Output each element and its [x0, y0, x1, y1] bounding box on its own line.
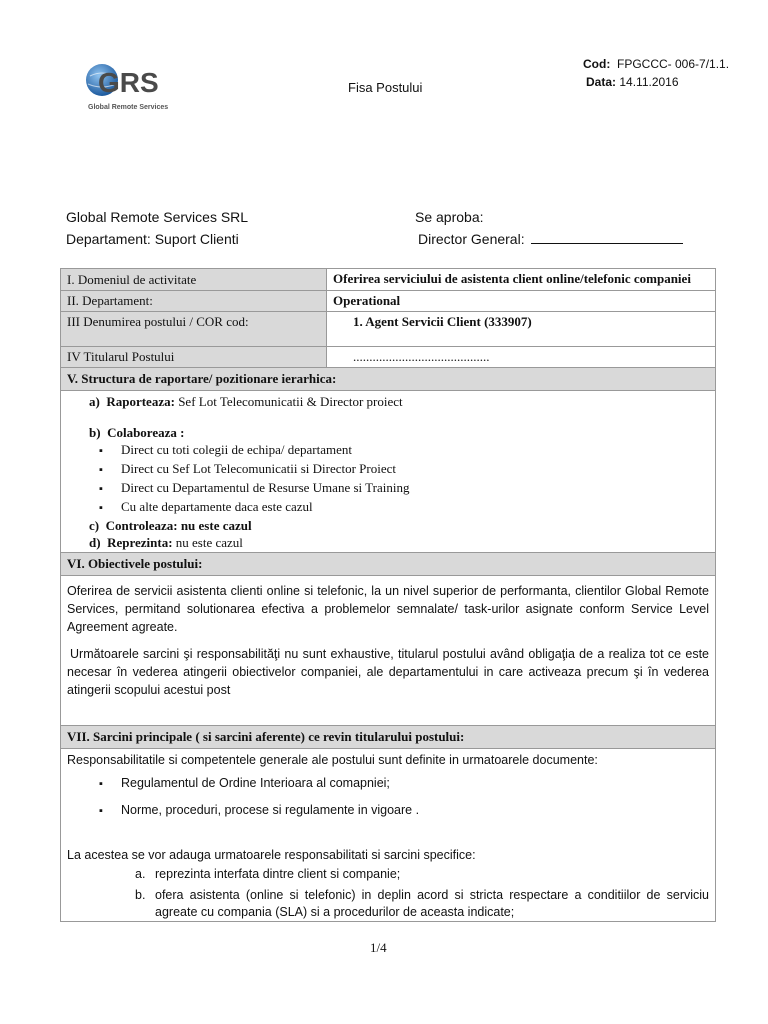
bullet-item: ▪ Cu alte departamente daca este cazul — [103, 498, 709, 517]
item-label: Raporteaza: — [106, 394, 175, 409]
logo-subtext: Global Remote Services — [88, 104, 169, 111]
section-title: V. Structura de raportare/ pozitionare ierarhica: — [61, 368, 715, 391]
job-description-table — [60, 268, 716, 922]
signature-line — [531, 231, 683, 244]
table-row — [61, 347, 715, 368]
item-label: Reprezinta: — [107, 535, 173, 550]
bullet-item: ▪ Direct cu Departamentul de Resurse Umane si Training — [103, 479, 709, 498]
list-item — [135, 887, 709, 921]
row-label: III Denumirea postului / COR cod: — [61, 312, 327, 346]
row-value: Operational — [333, 293, 401, 308]
bullet-item: ▪ Direct cu toti colegii de echipa/ departament — [103, 441, 709, 460]
section-title: VII. Sarcini principale ( si sarcini aferente) ce revin titularului postului: — [61, 726, 715, 749]
list-marker: a) — [89, 394, 100, 409]
document-title: Fisa Postului — [348, 80, 423, 95]
list-marker: b. — [135, 888, 146, 902]
row-value: Oferirea serviciului de asistenta client online/telefonic companiei — [333, 271, 691, 286]
table-row — [61, 312, 715, 347]
list-item — [89, 517, 709, 534]
paragraph: Următoarele sarcini şi responsabilităţi nu sunt exhaustive, titularul postului având obligaţia de a realiza tot ce este necesar în vederea atingerii obiectivelor companiei, ale departamentului in care activeaza precum şi în vederea atingerii scopului acestui post — [67, 647, 709, 697]
bullet-item: ▪ Regulamentul de Ordine Interioara al comapniei; — [103, 775, 709, 793]
bullet-item: ▪ Direct cu Sef Lot Telecomunicatii si Director Proiect — [103, 460, 709, 479]
paragraph: Oferirea de servicii asistenta clienti online si telefonic, la un nivel superior de performanta, clientilor Global Remote Services, permitand solutionarea efectiva a problemelor semnalate/ task-urilor asignate conform Service Level Agreement agreate. — [67, 584, 709, 634]
section-title: VI. Obiectivele postului: — [61, 553, 715, 576]
bullet-item: ▪ Norme, proceduri, procese si regulamente in vigoare . — [103, 802, 709, 820]
item-text: reprezinta interfata dintre client si companie; — [155, 867, 401, 881]
item-label: Colaboreaza : — [107, 425, 185, 440]
page-number: 1/4 — [370, 940, 387, 955]
list-item — [89, 424, 709, 441]
svg-text:GRS: GRS — [98, 67, 159, 98]
company-logo — [84, 62, 194, 120]
list-item — [135, 866, 709, 883]
company-department: Departament: Suport Clienti — [66, 231, 239, 247]
section-body — [61, 391, 715, 553]
date-value: 14.11.2016 — [619, 75, 679, 89]
approval-line: Se aproba: — [415, 209, 484, 225]
row-value: .......................................... — [353, 349, 490, 364]
row-label: II. Departament: — [61, 291, 327, 311]
list-item — [89, 393, 709, 410]
date-label: Data: — [586, 75, 617, 89]
list-marker: b) — [89, 425, 101, 440]
row-label: I. Domeniul de activitate — [61, 269, 327, 290]
company-name: Global Remote Services SRL — [66, 209, 249, 225]
approval-block — [415, 206, 683, 250]
row-value: 1. Agent Servicii Client (333907) — [353, 314, 532, 329]
item-label: Controleaza: nu este cazul — [105, 518, 252, 533]
item-value: nu este cazul — [175, 535, 243, 550]
item-text: ofera asistenta (online si telefonic) in deplin acord si stricta respectare a conditiilor de serviciu agreate cu compania (SLA) si a procedurilor de aceasta indicate; — [155, 888, 709, 919]
table-row — [61, 291, 715, 312]
code-label: Cod: — [583, 57, 611, 71]
list-marker: a. — [135, 867, 146, 881]
document-code-block — [583, 55, 729, 91]
list-item — [89, 534, 709, 551]
paragraph: Responsabilitatile si competentele generale ale postului sunt definite in urmatoarele documente: — [67, 753, 598, 767]
section-body — [61, 749, 715, 921]
list-marker: c) — [89, 518, 100, 533]
section-body — [61, 576, 715, 726]
director-label: Director General: — [418, 231, 525, 247]
item-value: Sef Lot Telecomunicatii & Director proiect — [178, 394, 403, 409]
company-info — [66, 206, 248, 250]
paragraph: La acestea se vor adauga urmatoarele responsabilitati si sarcini specifice: — [67, 848, 476, 862]
list-marker: d) — [89, 535, 101, 550]
table-row — [61, 269, 715, 291]
row-label: IV Titularul Postului — [61, 347, 327, 367]
code-value: FPGCCC- 006-7/1.1. — [617, 57, 730, 71]
